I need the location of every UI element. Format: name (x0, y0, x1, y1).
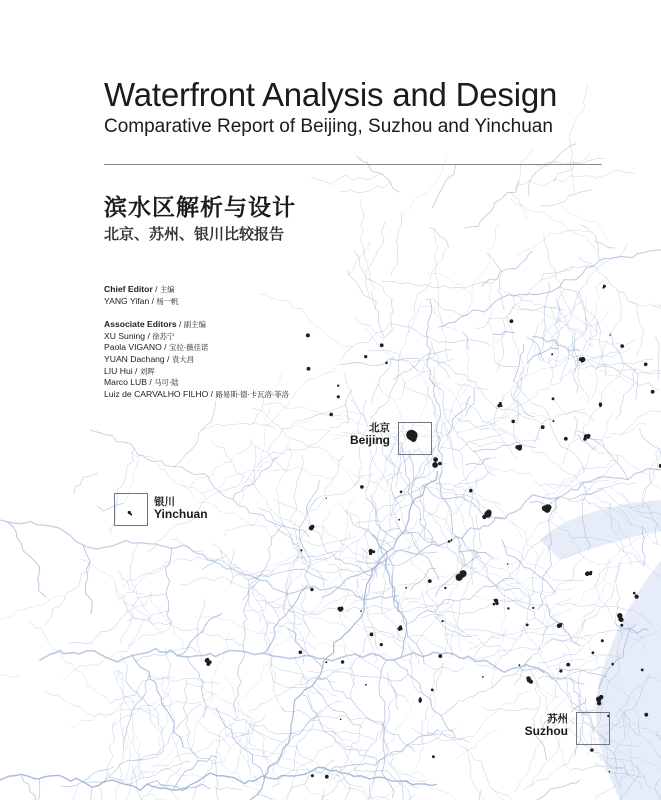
yinchuan-label-cn: 银川 (154, 496, 175, 508)
associate-editors-role-cn: 副主编 (183, 320, 206, 330)
associate-editor-name-cn: 袁大昌 (171, 354, 195, 364)
chief-editor-name: YANG Yifan (104, 295, 150, 306)
yinchuan-label-en: Yinchuan (154, 507, 208, 522)
associate-editor-name: YUAN Dachang (104, 353, 165, 364)
associate-editor-name-cn: 马可·陆 (154, 378, 179, 388)
associate-editor-name: XU Suning (104, 330, 146, 341)
river-lines (0, 83, 661, 800)
associate-editor: YUAN Dachang / 袁大昌 (104, 353, 195, 364)
beijing-label-en: Beijing (349, 433, 390, 448)
associate-editor-name: Marco LUB (104, 377, 147, 388)
associate-editor-name: LIU Hui (104, 365, 133, 376)
subtitle-chinese: 北京、苏州、银川比较报告 (104, 225, 285, 243)
associate-editors-heading: Associate Editors / 副主编 (104, 319, 206, 330)
associate-editor: XU Suning / 徐苏宁 (104, 330, 175, 341)
associate-editor-name: Paola VIGANO (104, 342, 162, 353)
beijing-marker-box (398, 422, 432, 455)
associate-editor-name-cn: 宝拉·薇佳诺 (168, 343, 209, 353)
associate-editor-name-cn: 路易斯·德·卡瓦洛·菲洛 (215, 389, 290, 399)
associate-editors-role: Associate Editors (104, 319, 177, 330)
editor-credits (104, 284, 289, 400)
associate-editor: LIU Hui / 刘晖 (104, 365, 155, 376)
chief-editor-role-cn: 主编 (159, 285, 175, 294)
associate-editor: Paola VIGANO / 宝拉·薇佳诺 (104, 342, 209, 353)
associate-editor-name-cn: 徐苏宁 (152, 331, 175, 341)
title-divider (104, 164, 602, 165)
yinchuan-marker-box (114, 493, 148, 526)
yinchuan-label (154, 496, 208, 522)
title-chinese: 滨水区解析与设计 (104, 195, 296, 221)
beijing-label-cn: 北京 (369, 422, 390, 434)
chief-editor-heading: Chief Editor / 主编 (104, 284, 175, 294)
associate-editor: Marco LUB / 马可·陆 (104, 377, 179, 388)
suzhou-label-cn: 苏州 (547, 713, 568, 725)
title-english: Waterfront Analysis and Design (104, 76, 558, 113)
beijing-label (350, 422, 390, 448)
chief-editor-name-row: YANG Yifan / 杨一帆 (104, 295, 179, 306)
suzhou-label-en: Suzhou (524, 724, 568, 739)
associate-editor-name-cn: 刘晖 (139, 366, 155, 376)
associate-editor: Luiz de CARVALHO FILHO / 路易斯·德·卡瓦洛·菲洛 (104, 388, 290, 399)
chief-editor-name-cn: 杨一帆 (156, 296, 179, 306)
chief-editor-role: Chief Editor (104, 284, 153, 294)
associate-editor-name: Luiz de CARVALHO FILHO (104, 388, 209, 399)
subtitle-english: Comparative Report of Beijing, Suzhou and Yinchuan (104, 116, 553, 137)
suzhou-marker-box (576, 712, 610, 745)
suzhou-label (524, 713, 568, 739)
